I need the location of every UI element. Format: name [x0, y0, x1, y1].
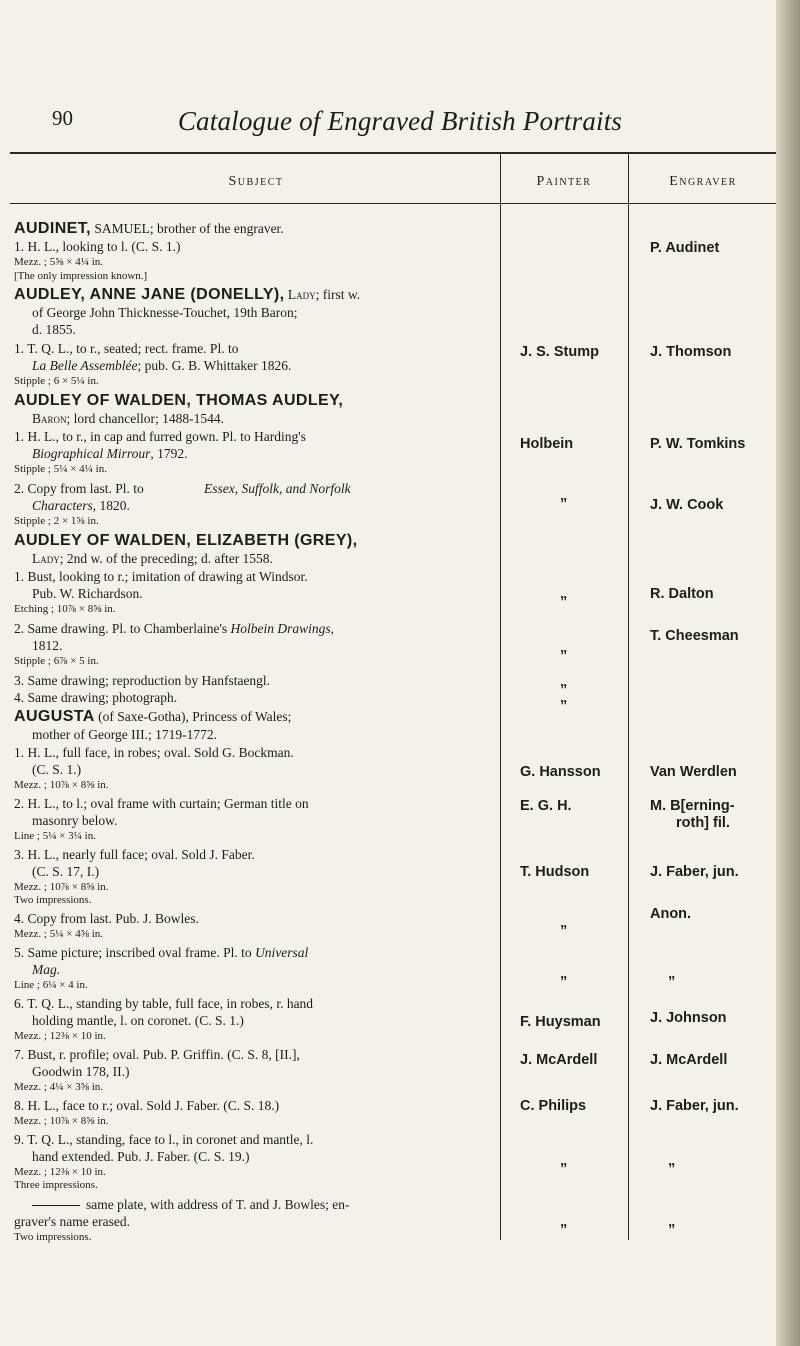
engraver-eliz-2: T. Cheesman [650, 628, 739, 644]
entry-aug-2a: 2. H. L., to l.; oval frame with curtain; German title on [14, 796, 309, 811]
entry-thomas-2-title-a: Essex, Suffolk, and Norfolk [204, 481, 351, 496]
painter-eliz-1: „ [560, 586, 568, 602]
column-header-painter: Painter [536, 174, 592, 189]
entry-thomas-1-meta: Stipple ; 5¼ × 4¼ in. [14, 463, 107, 475]
painter-eliz-2: „ [560, 640, 568, 656]
painter-aug-2: E. G. H. [520, 798, 572, 814]
entry-eliz-3: 3. Same drawing; reproduction by Hanfstaengl. [14, 673, 271, 688]
entry-thomas-2b: Characters, 1820. [32, 498, 130, 513]
entry-aug-9b: hand extended. Pub. J. Faber. (C. S. 19.) [32, 1149, 250, 1164]
entry-heading-audley: AUDLEY, ANNE JANE (DONELLY), Lady; first w. [14, 286, 361, 303]
entry-eliz-2-meta: Stipple ; 6⅞ × 5 in. [14, 655, 99, 667]
entry-aug-3b: (C. S. 17, I.) [32, 864, 100, 879]
entry-thomas-2-meta: Stipple ; 2 × 1⅝ in. [14, 515, 99, 527]
engraver-audinet-1: P. Audinet [650, 240, 720, 256]
entry-thomas-rank: Baron; lord chancellor; 1488-1544. [32, 411, 224, 426]
entry-thomas-1b: Biographical Mirrour, 1792. [32, 446, 188, 461]
painter-audley-1: J. S. Stump [520, 344, 599, 360]
table-header-rule [10, 203, 776, 204]
engraver-aug-2b: roth] fil. [676, 815, 730, 831]
entry-aug-6-meta: Mezz. ; 12⅜ × 10 in. [14, 1030, 106, 1042]
column-divider-2 [628, 152, 629, 1240]
engraver-thomas-2: J. W. Cook [650, 497, 724, 513]
entry-audley-line2: of George John Thicknesse-Touchet, 19th Baron; [32, 305, 298, 320]
entry-eliz-rank: Lady; 2nd w. of the preceding; d. after 1558. [32, 551, 273, 566]
entry-aug-8-meta: Mezz. ; 10⅞ × 8⅝ in. [14, 1115, 109, 1127]
running-title: Catalogue of Engraved British Portraits [177, 106, 623, 136]
entry-aug-9x-note: Two impressions. [14, 1231, 92, 1243]
entry-aug-1b: (C. S. 1.) [32, 762, 82, 777]
column-header-engraver: Engraver [669, 174, 737, 189]
painter-thomas-1: Holbein [520, 436, 574, 452]
entry-aug-9-meta: Mezz. ; 12⅜ × 10 in. [14, 1166, 106, 1178]
table-top-rule [10, 152, 776, 154]
entry-audley-line3: d. 1855. [32, 322, 76, 337]
entry-aug-4: 4. Copy from last. Pub. J. Bowles. [14, 911, 199, 926]
entry-eliz-1-meta: Etching ; 10⅞ × 8⅝ in. [14, 603, 116, 615]
column-header-subject: Subject [228, 174, 284, 189]
engraver-aug-8: J. Faber, jun. [650, 1098, 739, 1114]
painter-aug-9x: „ [560, 1214, 568, 1230]
entry-audinet-1-note: [The only impression known.] [14, 270, 148, 282]
painter-aug-4: „ [560, 915, 568, 931]
entry-aug-2-meta: Line ; 5¼ × 3¼ in. [14, 830, 96, 842]
entry-aug-line2: mother of George III.; 1719-1772. [32, 727, 217, 742]
entry-audley-1-meta: Stipple ; 6 × 5¼ in. [14, 375, 99, 387]
painter-eliz-3: „ [560, 674, 568, 690]
entry-eliz-4: 4. Same drawing; photograph. [14, 690, 178, 705]
engraver-audley-1: J. Thomson [650, 344, 732, 360]
entry-aug-9x-b: graver's name erased. [14, 1214, 130, 1229]
entry-aug-1-meta: Mezz. ; 10⅞ × 8⅝ in. [14, 779, 109, 791]
engraver-aug-9: „ [668, 1153, 676, 1169]
engraver-aug-5: „ [668, 966, 676, 982]
entry-aug-5b: Mag. [32, 962, 61, 977]
painter-eliz-4: „ [560, 690, 568, 706]
entry-thomas-1a: 1. H. L., to r., in cap and furred gown. Pl. to Harding's [14, 429, 306, 444]
engraver-aug-9x: „ [668, 1214, 676, 1230]
entry-aug-3-note: Two impressions. [14, 894, 92, 906]
painter-thomas-2: „ [560, 488, 568, 504]
entry-aug-9x-a: same plate, with address of T. and J. Bowles; en- [32, 1196, 349, 1213]
engraver-thomas-1: P. W. Tomkins [650, 436, 746, 452]
engraver-aug-6: J. Johnson [650, 1010, 727, 1026]
entry-audley-1a: 1. T. Q. L., to r., seated; rect. frame. Pl. to [14, 341, 239, 356]
entry-aug-9-note: Three impressions. [14, 1179, 98, 1191]
painter-aug-8: C. Philips [520, 1098, 587, 1114]
entry-thomas-2a: 2. Copy from last. Pl. to [14, 481, 144, 496]
entry-aug-5a: 5. Same picture; inscribed oval frame. Pl. to Universal [14, 945, 309, 960]
entry-eliz-1b: Pub. W. Richardson. [32, 586, 143, 601]
page-edge-shadow [776, 0, 800, 1346]
entry-heading-augusta: AUGUSTA (of Saxe-Gotha), Princess of Wales; [14, 708, 292, 725]
entry-aug-9a: 9. T. Q. L., standing, face to l., in coronet and mantle, l. [14, 1132, 314, 1147]
engraver-eliz-1: R. Dalton [650, 586, 714, 602]
entry-aug-8: 8. H. L., face to r.; oval. Sold J. Faber. (C. S. 18.) [14, 1098, 280, 1113]
page-number: 90 [52, 106, 73, 130]
column-divider-1 [500, 152, 501, 1240]
engraver-aug-1: Van Werdlen [650, 764, 737, 780]
painter-aug-5: „ [560, 966, 568, 982]
engraver-aug-4: Anon. [650, 906, 692, 922]
painter-aug-1: G. Hansson [520, 764, 601, 780]
entry-aug-4-meta: Mezz. ; 5¼ × 4⅝ in. [14, 928, 103, 940]
entry-aug-2b: masonry below. [32, 813, 118, 828]
entry-aug-7b: Goodwin 178, II.) [32, 1064, 130, 1079]
entry-audinet-1: 1. H. L., looking to l. (C. S. 1.) [14, 239, 181, 254]
entry-aug-7a: 7. Bust, r. profile; oval. Pub. P. Griffin. (C. S. 8, [II.], [14, 1047, 300, 1062]
entry-aug-3-meta: Mezz. ; 10⅞ × 8⅝ in. [14, 881, 109, 893]
entry-audinet-1-meta: Mezz. ; 5⅝ × 4¼ in. [14, 256, 103, 268]
entry-heading-thomas-audley: AUDLEY OF WALDEN, THOMAS AUDLEY, [14, 392, 344, 409]
painter-aug-6: F. Huysman [520, 1014, 601, 1030]
entry-aug-7-meta: Mezz. ; 4¼ × 3⅝ in. [14, 1081, 103, 1093]
entry-audley-1b: La Belle Assemblée; pub. G. B. Whittaker 1826. [32, 358, 292, 373]
painter-aug-3: T. Hudson [520, 864, 590, 880]
engraver-aug-3: J. Faber, jun. [650, 864, 739, 880]
engraver-aug-2a: M. B[erning- [650, 798, 735, 814]
entry-eliz-2a: 2. Same drawing. Pl. to Chamberlaine's Holbein Drawings, [14, 621, 335, 636]
entry-eliz-1a: 1. Bust, looking to r.; imitation of drawing at Windsor. [14, 569, 308, 584]
painter-aug-7: J. McArdell [520, 1052, 598, 1068]
painter-aug-9: „ [560, 1153, 568, 1169]
entry-aug-1a: 1. H. L., full face, in robes; oval. Sold G. Bockman. [14, 745, 294, 760]
entry-aug-3a: 3. H. L., nearly full face; oval. Sold J. Faber. [14, 847, 255, 862]
entry-heading-audinet: AUDINET, SAMUEL; brother of the engraver. [14, 220, 284, 237]
entry-heading-elizabeth: AUDLEY OF WALDEN, ELIZABETH (GREY), [14, 532, 358, 549]
entry-eliz-2c: 1812. [32, 638, 63, 653]
entry-aug-6b: holding mantle, l. on coronet. (C. S. 1.) [32, 1013, 244, 1028]
entry-aug-5-meta: Line ; 6¼ × 4 in. [14, 979, 88, 991]
entry-aug-6a: 6. T. Q. L., standing by table, full face, in robes, r. hand [14, 996, 314, 1011]
engraver-aug-7: J. McArdell [650, 1052, 728, 1068]
